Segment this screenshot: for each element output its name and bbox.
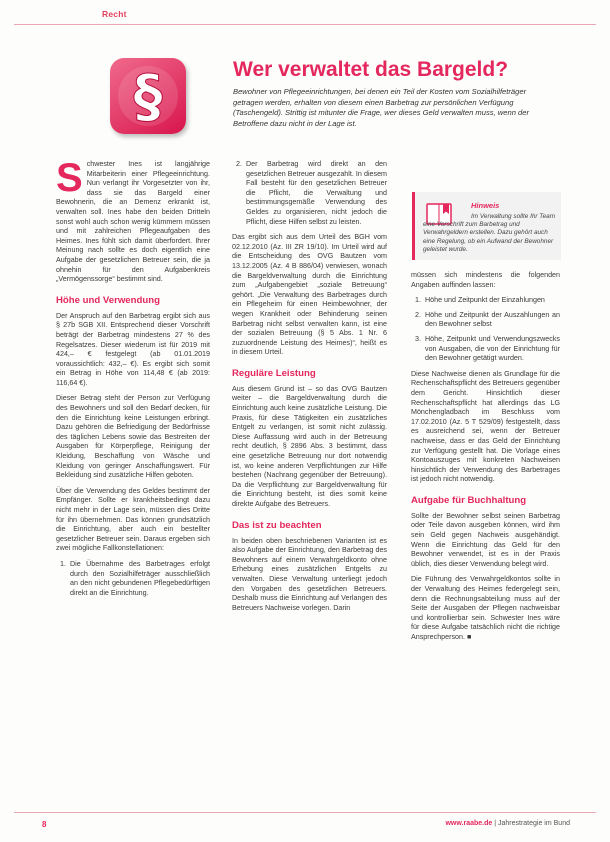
numbered-list bbox=[232, 160, 387, 227]
text-column-2 bbox=[232, 160, 387, 619]
list-item: 2. Höhe und Zeitpunkt der Auszahlungen an den Bewohner selbst bbox=[423, 311, 560, 330]
footer-publication: | Jahrestrategie im Bund bbox=[492, 820, 570, 827]
text-column-1 bbox=[56, 156, 210, 604]
paragraph-glyph: § bbox=[133, 62, 163, 130]
paragraph-logo-icon bbox=[110, 58, 186, 134]
paragraph: Die Führung des Verwahrgeldkontos sollte in der Verwaltung des Heimes federgelegt sein, denn die Rechnungsabteilung muss auf der Seite der Ausgaben der Pflegen nachweisbar und kontrollierbar sein. Schwester Ines wäre für diese Aufgabe tatsächlich nicht die richtige Ansprechperson. ■ bbox=[411, 575, 560, 641]
paragraph: Über die Verwendung des Geldes bestimmt der Empfänger. Sollte er krankheitsbedingt dazu nicht mehr in der Lage sein, müssen dies Dritte für ihn übernehmen. Das können grundsätzlich die Einrichtung, aber auch ein bestellter gesetzlicher Betreuer sein. Daraus ergeben sich zwei mögliche Fallkonstellationen: bbox=[56, 486, 210, 553]
bottom-divider bbox=[14, 812, 596, 813]
text-column-3 bbox=[411, 271, 560, 649]
footer-url[interactable]: www.raabe.de bbox=[445, 820, 493, 827]
hint-title: Hinweis bbox=[471, 201, 500, 210]
top-divider bbox=[14, 24, 596, 25]
paragraph: Diese Nachweise dienen als Grundlage für die Rechenschaftspflicht des Betreuers gegenüber dem Gericht. Hinsichtlich dieser Rechenschaftspflicht hat allerdings das LG Mönchengladbach im Beschluss vom 17.02.2010 (Az. 5 T 529/09) festgestellt, dass es ausreichend sei, wenn der Betreuer nachweise, dass er das Geld der Einrichtung zur Verfügung gestellt hat. Die Vorlage eines Kontoauszuges mit konkreten Nachweisen hinsichtlich der Verwendung des Barbetrages ist jedoch nicht notwendig. bbox=[411, 369, 560, 484]
drop-cap: S bbox=[56, 156, 83, 200]
hint-box bbox=[412, 192, 561, 260]
numbered-list bbox=[411, 296, 560, 364]
paragraph: Dieser Betrag steht der Person zur Verfügung des Bewohners und soll den Bedarf decken, für den die Einrichtung keine Leistungen erbringt. Dazu gehören die Befriedigung der Bedürfnisse des täglichen Lebens sowie das Bestreiten der Ausgaben für Körperpflege, Reinigung der Kleidung, Beschaffung von Wäsche und Kleidung von geringer Anschaffungswert. Für Bekleidung sind zusätzliche Hilfen geboten. bbox=[56, 394, 210, 480]
list-item: 2. Der Barbetrag wird direkt an den gesetzlichen Betreuer ausgezahlt. In diesem Fall besteht für den gesetzlichen Betreuer die Pflicht, die Verwaltung und bestimmungsgemäße Verwendung des Geldes zu organisieren, nicht jedoch die Pflicht, diese Hilfen selbst zu leisten. bbox=[244, 160, 387, 227]
page-number: 8 bbox=[42, 820, 47, 829]
paragraph bbox=[56, 156, 210, 285]
paragraph: In beiden oben beschriebenen Varianten ist es also Aufgabe der Einrichtung, den Barbetrag des Bewohners auf einem Verwahrgeldkonto ohne Erhebung eines zusätzlichen Entgelts zu verwalten. Diese Verwaltung unterliegt jedoch den Vorgaben des gesetzlichen Betreuers. Deshalb muss die Einrichtung auf Verlangen des Betreuers Nachweise vorlegen. Darin bbox=[232, 536, 387, 612]
article-title: Wer verwaltet das Bargeld? bbox=[233, 58, 509, 81]
subheading: Höhe und Verwendung bbox=[56, 294, 160, 306]
section-label: Recht bbox=[102, 9, 127, 19]
numbered-list bbox=[56, 560, 210, 598]
subheading: Das ist zu beachten bbox=[232, 519, 322, 531]
paragraph-text: chwester Ines ist langjährige Mitarbeiterin einer Pflegeeinrichtung. Nun verlangt ihr Vorgesetzter von ihr, dass sie das Bargeld einer Bewohnerin, die an Demenz erkrankt ist, verwalten soll. Ines habe den beiden Dritteln sonst wohl auch schon wenig kümmern müssen und mit zahlreichen Pflegeaufgaben des Heimes. Ines fühlt sich damit überfordert. Ihrer Meinung nach sollte es doch eigentlich eine Aufgabe der gesetzlichen Betreuer sein, die ja ohnehin für den Aufgabenkreis „Vermögenssorge“ bestimmt sind. bbox=[56, 160, 210, 284]
subheading: Aufgabe für Buchhaltung bbox=[411, 494, 527, 506]
paragraph: Das ergibt sich aus dem Urteil des BGH vom 02.12.2010 (Az. III ZR 19/10). Im Urteil wird auf die Entscheidung des OVG Bautzen vom 13.12.2005 (Az. 4 B 886/04) verwiesen, wonach die Bargeldverwaltung durch die Einrichtung zum „Aufgabengebiet „soziale Betreuung“ gehört. „Die Verwaltung des Barbetrages durch ein Pflegeheim für einen Heimbewohner, der wegen Krankheit oder Behinderung seinen Barbetrag nicht selbst verwalten kann, ist eine der sozialen Betreuung (§ 5 Abs. 1 Nr. 6 zuzuordnende Leistung des Heimes)“, heißt es in diesem Urteil. bbox=[232, 233, 387, 357]
footer-credit bbox=[445, 820, 570, 827]
paragraph: müssen sich mindestens die folgenden Angaben auffinden lassen: bbox=[411, 271, 560, 289]
subheading: Reguläre Leistung bbox=[232, 367, 316, 379]
paragraph: Aus diesem Grund ist – so das OVG Bautzen weiter – die Bargeldverwaltung durch die Einrichtung auch keine zusätzliche Leistung. Die Praxis, für diese Tätigkeiten ein zusätzliches Entgelt zu verlangen, ist somit nicht zulässig. Diese Auffassung wird auch in der Betreuung recht deutlich, § 2896 Abs. 3 bestimmt, dass eine gesetzliche Betreuung nur dort notwendig ist, wo keine anderen Verpflichtungen zur Hilfe bestehen (Nachrang gegenüber der Betreuung). Da die Verpflichtung zur Bargeldverwaltung für die Einrichtung besteht, ist dies somit keine direkte Aufgabe des Betreuers. bbox=[232, 384, 387, 508]
list-item: 1. Höhe und Zeitpunkt der Einzahlungen bbox=[423, 296, 560, 306]
list-item: 1. Die Übernahme des Barbetrages erfolgt durch den Sozialhilfeträger ausschließlich an den nicht gebundenen Pflegebedürftigen direkt an die Einrichtung. bbox=[68, 560, 210, 598]
paragraph: Der Anspruch auf den Barbetrag ergibt sich aus § 27b SGB XII. Entsprechend dieser Vorschrift beträgt der Barbetrag mindestens 27 % des Regelsatzes. Dieser wiederum ist für 2019 mit 424,– € festgelegt (ab 01.01.2019 voraussichtlich: 432,– €). Es ergibt sich somit ein Betrag in Höhe von 114,48 € (ab 2019: 116,64 €). bbox=[56, 311, 210, 387]
hint-text: Im Verwaltung sollte Ihr Team eine Vorschrift zum Barbetrag und Verwahrgeldern erstellen. Dazu gehört auch eine Regelung, ob ein Aufwand der Bewohner geleistet wurde. bbox=[423, 213, 556, 253]
article-intro: Bewohner von Pflegeeinrichtungen, bei denen ein Teil der Kosten vom Sozialhilfeträger getragen werden, erhalten von diesem einen Barbetrag zur persönlichen Verfügung (Taschengeld). Strittig ist mitunter die Frage, wer dieses Geld verwalten muss, wenn der Betroffene dazu nicht in der Lage ist. bbox=[233, 87, 530, 128]
list-item: 3. Höhe, Zeitpunkt und Verwendungszwecks von Ausgaben, die von der Einrichtung für den Bewohner getätigt wurden. bbox=[423, 335, 560, 364]
paragraph: Sollte der Bewohner selbst seinen Barbetrag oder Teile davon ausgeben können, wird ihm sein Geld gegen Nachweis ausgehändigt. Wenn die Einrichtung das Geld für den Bewohner verwendet, ist es in der Praxis üblich, dies dieser Verwendung belegt wird. bbox=[411, 511, 560, 568]
